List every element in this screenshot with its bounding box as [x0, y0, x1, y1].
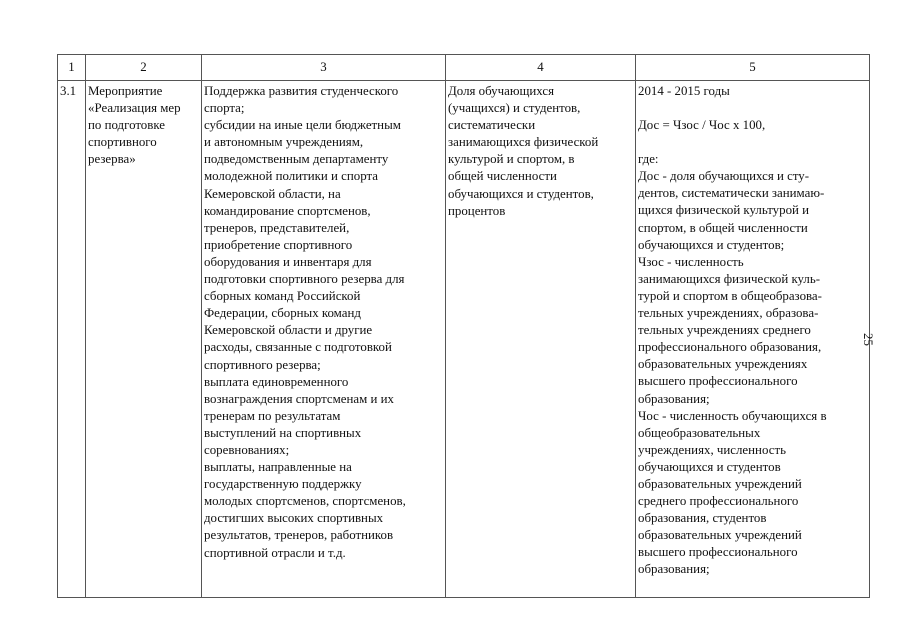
- text-line: Кемеровской области и другие: [204, 323, 373, 338]
- text-line: турой и спортом в общеобразова-: [638, 288, 822, 303]
- text-line: приобретение спортивного: [204, 237, 353, 252]
- indicator-cell: [446, 81, 636, 598]
- text-line: процентов: [448, 203, 506, 218]
- header-cell-2: 2: [86, 55, 202, 81]
- calculation-cell: [636, 81, 870, 598]
- text-line: подготовки спортивного резерва для: [204, 272, 405, 287]
- header-cell-1: 1: [58, 55, 86, 81]
- text-line: молодежной политики и спорта: [204, 169, 378, 184]
- formula-text: Дос = Чзос / Чос х 100,: [638, 118, 766, 133]
- text-line: среднего профессионального: [638, 494, 799, 509]
- text-line: (учащихся) и студентов,: [448, 101, 581, 116]
- text-line: Чос - численность обучающихся в: [638, 408, 827, 423]
- text-line: субсидии на иные цели бюджетным: [204, 118, 401, 133]
- definition-lines: [638, 168, 867, 578]
- page-number: 25: [861, 333, 875, 346]
- text-line: образования, студентов: [638, 511, 767, 526]
- text-line: спорта;: [204, 101, 245, 116]
- text-line: общей численности: [448, 169, 557, 184]
- text-line: вознаграждения спортсменам и их: [204, 391, 394, 406]
- period-text: 2014 - 2015 годы: [638, 84, 730, 98]
- header-cell-3: 3: [202, 55, 446, 81]
- text-line: обучающихся и студентов;: [638, 237, 785, 252]
- text-line: Доля обучающихся: [448, 84, 554, 98]
- text-line: обучающихся и студентов,: [448, 186, 594, 201]
- text-line: Мероприятие: [88, 84, 163, 98]
- text-line: образования;: [638, 391, 710, 406]
- text-line: занимающихся физической: [448, 135, 599, 150]
- text-line: образовательных учреждений: [638, 528, 802, 543]
- text-line: тренерам по результатам: [204, 408, 341, 423]
- text-line: профессионального образования,: [638, 340, 822, 355]
- text-line: высшего профессионального: [638, 374, 798, 389]
- text-line: по подготовке: [88, 118, 165, 133]
- text-line: молодых спортсменов, спортсменов,: [204, 494, 406, 509]
- text-line: расходы, связанные с подготовкой: [204, 340, 392, 355]
- text-line: обучающихся и студентов: [638, 459, 781, 474]
- row-number-cell: 3.1: [58, 81, 86, 598]
- text-line: спортивного резерва;: [204, 357, 321, 372]
- text-line: Кемеровской области, на: [204, 186, 341, 201]
- spacer: [638, 100, 867, 117]
- header-cell-5: 5: [636, 55, 870, 81]
- text-line: выплата единовременного: [204, 374, 349, 389]
- text-line: результатов, тренеров, работников: [204, 528, 394, 543]
- text-line: оборудования и инвентаря для: [204, 254, 372, 269]
- text-line: тельных учреждениях среднего: [638, 323, 811, 338]
- spacer: [638, 134, 867, 151]
- text-line: достигших высоких спортивных: [204, 511, 384, 526]
- text-line: щихся физической культурой и: [638, 203, 810, 218]
- header-row: [58, 55, 870, 81]
- text-line: подведомственным департаменту: [204, 152, 389, 167]
- text-line: Дос - доля обучающихся и сту-: [638, 169, 810, 184]
- text-line: учреждениях, численность: [638, 442, 786, 457]
- where-text: где:: [638, 152, 659, 167]
- text-line: тельных учреждениях, образова-: [638, 306, 819, 321]
- description-lines: [204, 83, 443, 562]
- text-line: резерва»: [88, 152, 136, 167]
- text-line: образовательных учреждений: [638, 476, 802, 491]
- text-line: занимающихся физической куль-: [638, 271, 821, 286]
- text-line: общеобразовательных: [638, 425, 761, 440]
- text-line: образования;: [638, 562, 710, 577]
- text-line: Поддержка развития студенческого: [204, 84, 399, 98]
- document-table: [57, 54, 870, 598]
- text-line: Федерации, сборных команд: [204, 306, 361, 321]
- text-line: культурой и спортом, в: [448, 152, 575, 167]
- indicator-lines: [448, 83, 633, 220]
- table-row: [58, 81, 870, 598]
- text-line: спортом, в общей численности: [638, 220, 808, 235]
- header-cell-4: 4: [446, 55, 636, 81]
- text-line: «Реализация мер: [88, 101, 181, 116]
- description-cell: [202, 81, 446, 598]
- text-line: государственную поддержку: [204, 477, 362, 492]
- event-lines: [88, 83, 199, 168]
- text-line: тренеров, представителей,: [204, 220, 350, 235]
- text-line: выплаты, направленные на: [204, 460, 352, 475]
- text-line: и автономным учреждениям,: [204, 135, 364, 150]
- text-line: командирование спортсменов,: [204, 203, 371, 218]
- text-line: выступлений на спортивных: [204, 425, 362, 440]
- event-cell: [86, 81, 202, 598]
- text-line: соревнованиях;: [204, 442, 290, 457]
- text-line: сборных команд Российской: [204, 289, 361, 304]
- text-line: систематически: [448, 118, 536, 133]
- text-line: спортивной отрасли и т.д.: [204, 545, 346, 560]
- text-line: дентов, систематически занимаю-: [638, 186, 825, 201]
- text-line: спортивного: [88, 135, 157, 150]
- text-line: высшего профессионального: [638, 545, 798, 560]
- text-line: Чзос - численность: [638, 254, 744, 269]
- text-line: образовательных учреждениях: [638, 357, 808, 372]
